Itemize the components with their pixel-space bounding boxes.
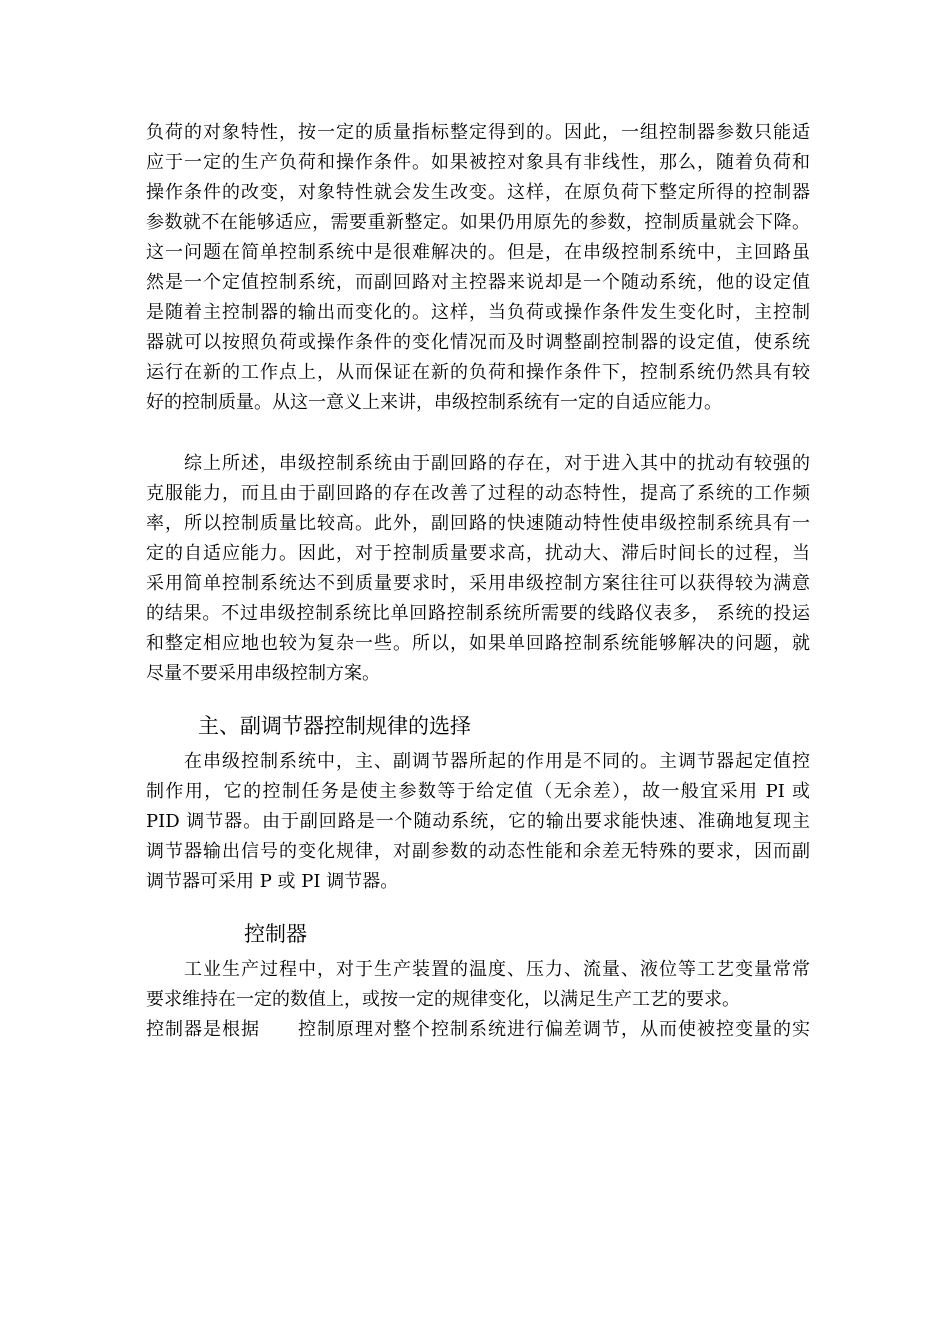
text-line: 这一问题在简单控制系统中是很难解决的。但是，在串级控制系统中，主回路虽 xyxy=(146,242,810,263)
text-line: 调节器可采用 P 或 PI 调节器。 xyxy=(146,871,399,892)
text-line: 是随着主控制器的输出而变化的。这样，当负荷或操作条件发生变化时，主控制 xyxy=(146,302,810,323)
paragraph-controller xyxy=(146,955,810,1045)
text-line: 好的控制质量。从这一意义上来讲，串级控制系统有一定的自适应能力。 xyxy=(146,392,722,413)
text-line: 操作条件的改变，对象特性就会发生改变。这样，在原负荷下整定所得的控制器 xyxy=(146,182,810,203)
text-line: 尽量不要采用串级控制方案。 xyxy=(146,663,380,684)
text-line: 然是一个定值控制系统，而副回路对主控器来说却是一个随动系统，他的设定值 xyxy=(146,272,810,293)
document-page xyxy=(146,118,810,1045)
text-line: 要求维持在一定的数值上，或按一定的规律变化，以满足生产工艺的要求。 xyxy=(146,989,740,1010)
paragraph-gap xyxy=(146,418,810,449)
text-line: 器就可以按照负荷或操作条件的变化情况而及时调整副控制器的设定值，使系统 xyxy=(146,332,810,353)
text-line: 在串级控制系统中，主、副调节器所起的作用是不同的。主调节器起定值控 xyxy=(146,751,810,772)
text-line: 率，所以控制质量比较高。此外，副回路的快速随动特性使串级控制系统具有一 xyxy=(146,513,810,534)
text-line: 负荷的对象特性，按一定的质量指标整定得到的。因此，一组控制器参数只能适 xyxy=(146,122,810,143)
text-line: 综上所述，串级控制系统由于副回路的存在，对于进入其中的扰动有较强的 xyxy=(146,453,810,474)
text-line: 和整定相应地也较为复杂一些。所以，如果单回路控制系统能够解决的问题，就 xyxy=(146,633,810,654)
text-line: 的结果。不过串级控制系统比单回路控制系统所需要的线路仪表多， 系统的投运 xyxy=(146,603,810,624)
text-line: 定的自适应能力。因此，对于控制质量要求高，扰动大、滞后时间长的过程，当 xyxy=(146,543,810,564)
text-line: 运行在新的工作点上，从而保证在新的负荷和操作条件下，控制系统仍然具有较 xyxy=(146,362,810,383)
text-line: PID 调节器。由于副回路是一个随动系统，它的输出要求能快速、准确地复现主 xyxy=(146,811,810,832)
text-line: 克服能力，而且由于副回路的存在改善了过程的动态特性，提高了系统的工作频 xyxy=(146,483,810,504)
text-line: 工业生产过程中，对于生产装置的温度、压力、流量、液位等工艺变量常常 xyxy=(146,959,810,980)
paragraph-adaptive-capability xyxy=(146,118,810,418)
text-line: 应于一定的生产负荷和操作条件。如果被控对象具有非线性，那么，随着负荷和 xyxy=(146,152,810,173)
section-heading-controller: 控制器 xyxy=(244,922,307,946)
text-line: 制作用，它的控制任务是使主参数等于给定值（无余差），故一般宜采用 PI 或 xyxy=(146,781,810,802)
text-line: 参数就不在能够适应，需要重新整定。如果仍用原先的参数，控制质量就会下降。 xyxy=(146,212,810,233)
paragraph-summary xyxy=(146,449,810,689)
text-line: 采用简单控制系统达不到质量要求时，采用串级控制方案往往可以获得较为满意 xyxy=(146,573,810,594)
section-heading-controller-law: 主、副调节器控制规律的选择 xyxy=(198,714,471,738)
text-line: 调节器输出信号的变化规律，对副参数的动态性能和余差无特殊的要求，因而副 xyxy=(146,841,810,862)
text-line: 控制器是根据 控制原理对整个控制系统进行偏差调节，从而使被控变量的实 xyxy=(146,1019,810,1040)
paragraph-controller-law xyxy=(146,747,810,897)
